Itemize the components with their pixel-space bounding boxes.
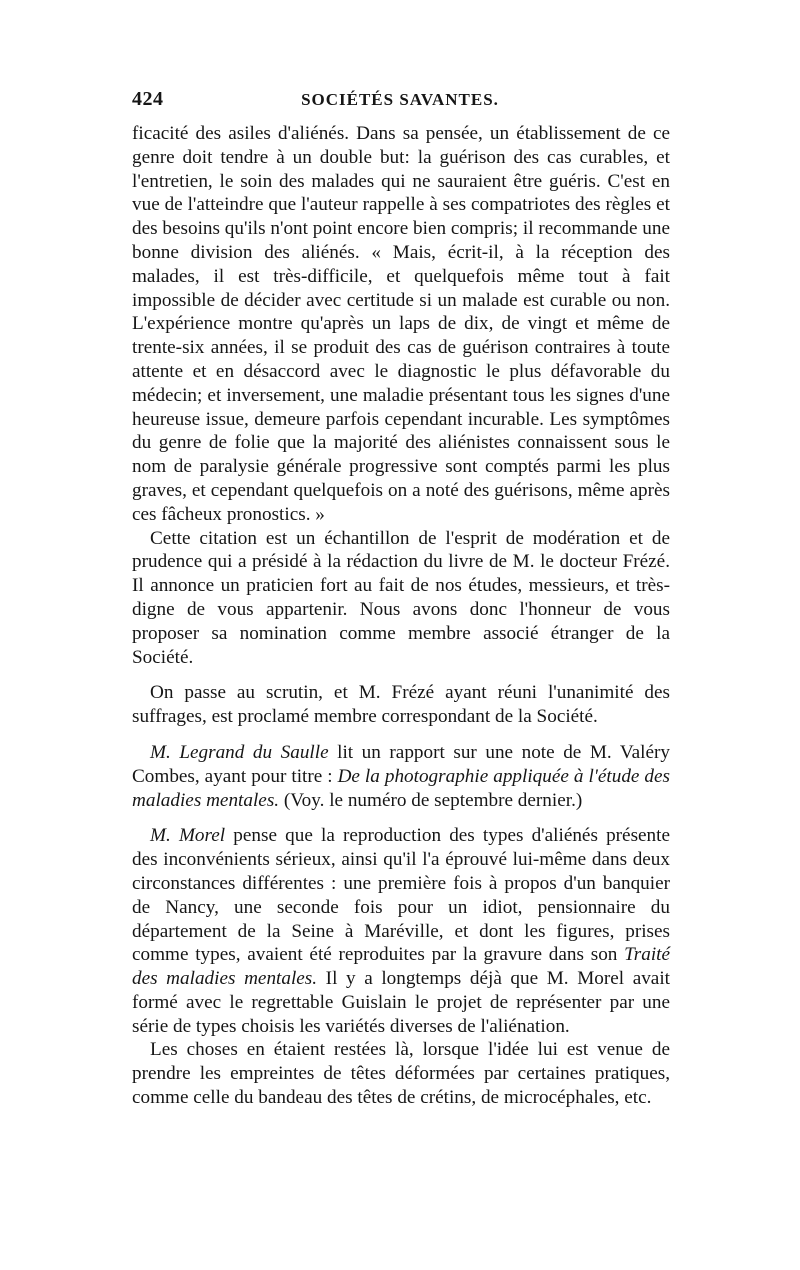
paragraph-text: pense que la reproduction des types d'aliénés présente des inconvénients sérieux, ainsi qu'il l'a éprouvé lui-même dans deux circonstances différentes : une première fois à propos d'un banquier de Nancy, une seconde fois pour un idiot, pensionnaire du département de la Seine à Maréville, et dont les figures, prises comme types, avaient été reproduites par la gravure dans son <box>132 825 670 966</box>
work-title: Traité des maladies mentales. <box>132 944 670 990</box>
running-title: SOCIÉTÉS SAVANTES. <box>301 90 499 109</box>
paragraph-text: lit un rapport sur une note de M. Valéry Combes, ayant pour titre : <box>132 741 670 787</box>
paragraph-empreintes: Les choses en étaient restées là, lorsque l'idée lui est venue de prendre les empreintes de têtes déformées par certaines pratiques, comme celle du bandeau des têtes de crétins, de microcéphales, etc. <box>132 1039 670 1109</box>
paragraph-morel <box>132 824 670 1038</box>
body-text <box>132 122 670 1110</box>
work-title: De la photographie appliquée à l'étude des maladies mentales. <box>132 765 670 811</box>
paragraph-continued: ficacité des asiles d'aliénés. Dans sa pensée, un établissement de ce genre doit tendre à un double but: la guérison des cas curables, et l'entretien, le soin des malades qui ne sauraient être guéris. C'est en vue de l'atteindre que l'auteur rappelle à ses compatriotes des règles et des besoins qu'ils n'ont point encore bien compris; il recommande une bonne division des aliénés. « Mais, écrit-il, à la réception des malades, il est très-difficile, et quelquefois même tout à fait impossible de décider avec certitude si un malade est curable ou non. L'expérience montre qu'après un laps de dix, de vingt et même de trente-six années, il se produit des cas de guérison contraires à toute attente et en désaccord avec le diagnostic le plus défavorable du médecin; et inversement, une maladie présentant tous les signes d'une heureuse issue, demeure parfois cependant incurable. Les symptômes du genre de folie que la majorité des aliénistes connaissent sous le nom de paralysie générale progressive sont comptés parmi les plus graves, et cependant quelquefois on a noté des guérisons, même après ces fâcheux pronostics. » <box>132 123 670 525</box>
speaker-name: M. Morel <box>150 825 226 847</box>
page-number: 424 <box>132 88 164 110</box>
paragraph-text: Il y a longtemps déjà que M. Morel avait formé avec le regrettable Guislain le projet de représenter par une série de types choisis les variétés diverses de l'aliénation. <box>132 968 670 1037</box>
paragraph-citation-comment: Cette citation est un échantillon de l'esprit de modération et de prudence qui a présidé à la rédaction du livre de M. le docteur Frézé. Il annonce un praticien fort au fait de nos études, messieurs, et très-digne de vous appartenir. Nous avons donc l'honneur de vous proposer sa nomination comme membre associé étranger de la Société. <box>132 527 670 668</box>
running-head <box>132 88 668 118</box>
paragraph-vote: On passe au scrutin, et M. Frézé ayant réuni l'unanimité des suffrages, est proclamé membre correspondant de la Société. <box>132 682 670 728</box>
paragraph-legrand-report <box>132 741 670 812</box>
paragraph-text: (Voy. le numéro de septembre dernier.) <box>279 789 583 811</box>
speaker-name: M. Legrand du Saulle <box>150 741 329 763</box>
